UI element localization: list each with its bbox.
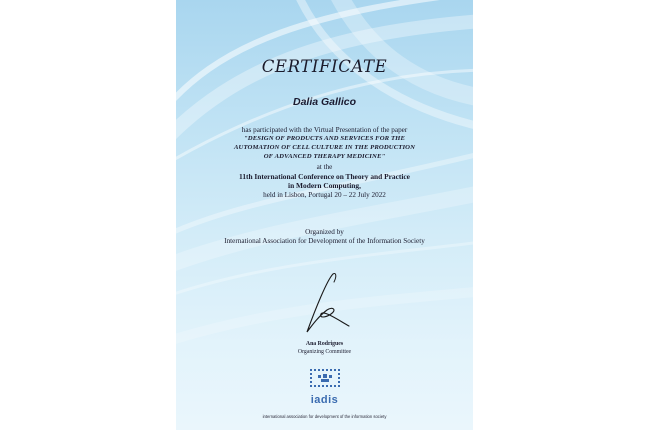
intro-text: has participated with the Virtual Presentation of the paper bbox=[241, 126, 408, 134]
footer-text: international association for development of the information society bbox=[262, 414, 387, 419]
recipient-name: Dalia Gallico bbox=[292, 96, 357, 108]
event-location: held in Lisbon, Portugal 20 – 22 July 2022 bbox=[263, 191, 386, 199]
organized-by-label: Organized by bbox=[305, 228, 344, 236]
paper-title-line-2: AUTOMATION OF CELL CULTURE IN THE PRODUCTION bbox=[233, 144, 416, 151]
conference-line-1: 11th International Conference on Theory and Practice bbox=[239, 172, 410, 181]
signature-image bbox=[303, 270, 351, 336]
at-the-text: at the bbox=[316, 163, 333, 171]
conference-line-2: in Modern Computing, bbox=[288, 181, 361, 190]
iadis-logo-text: iadis bbox=[310, 394, 339, 406]
paper-title-line-3: OF ADVANCED THERAPY MEDICINE" bbox=[263, 153, 386, 160]
signatory-name: Ana Rodrigues bbox=[305, 341, 344, 347]
paper-title-line-1: "DESIGN OF PRODUCTS AND SERVICES FOR THE bbox=[243, 135, 406, 142]
certificate bbox=[176, 0, 473, 430]
certificate-title: CERTIFICATE bbox=[261, 57, 388, 76]
iadis-logo-icon bbox=[309, 368, 341, 388]
signatory-role: Organizing Committee bbox=[297, 349, 352, 355]
organizer-name: International Association for Development of the Information Society bbox=[224, 237, 425, 245]
